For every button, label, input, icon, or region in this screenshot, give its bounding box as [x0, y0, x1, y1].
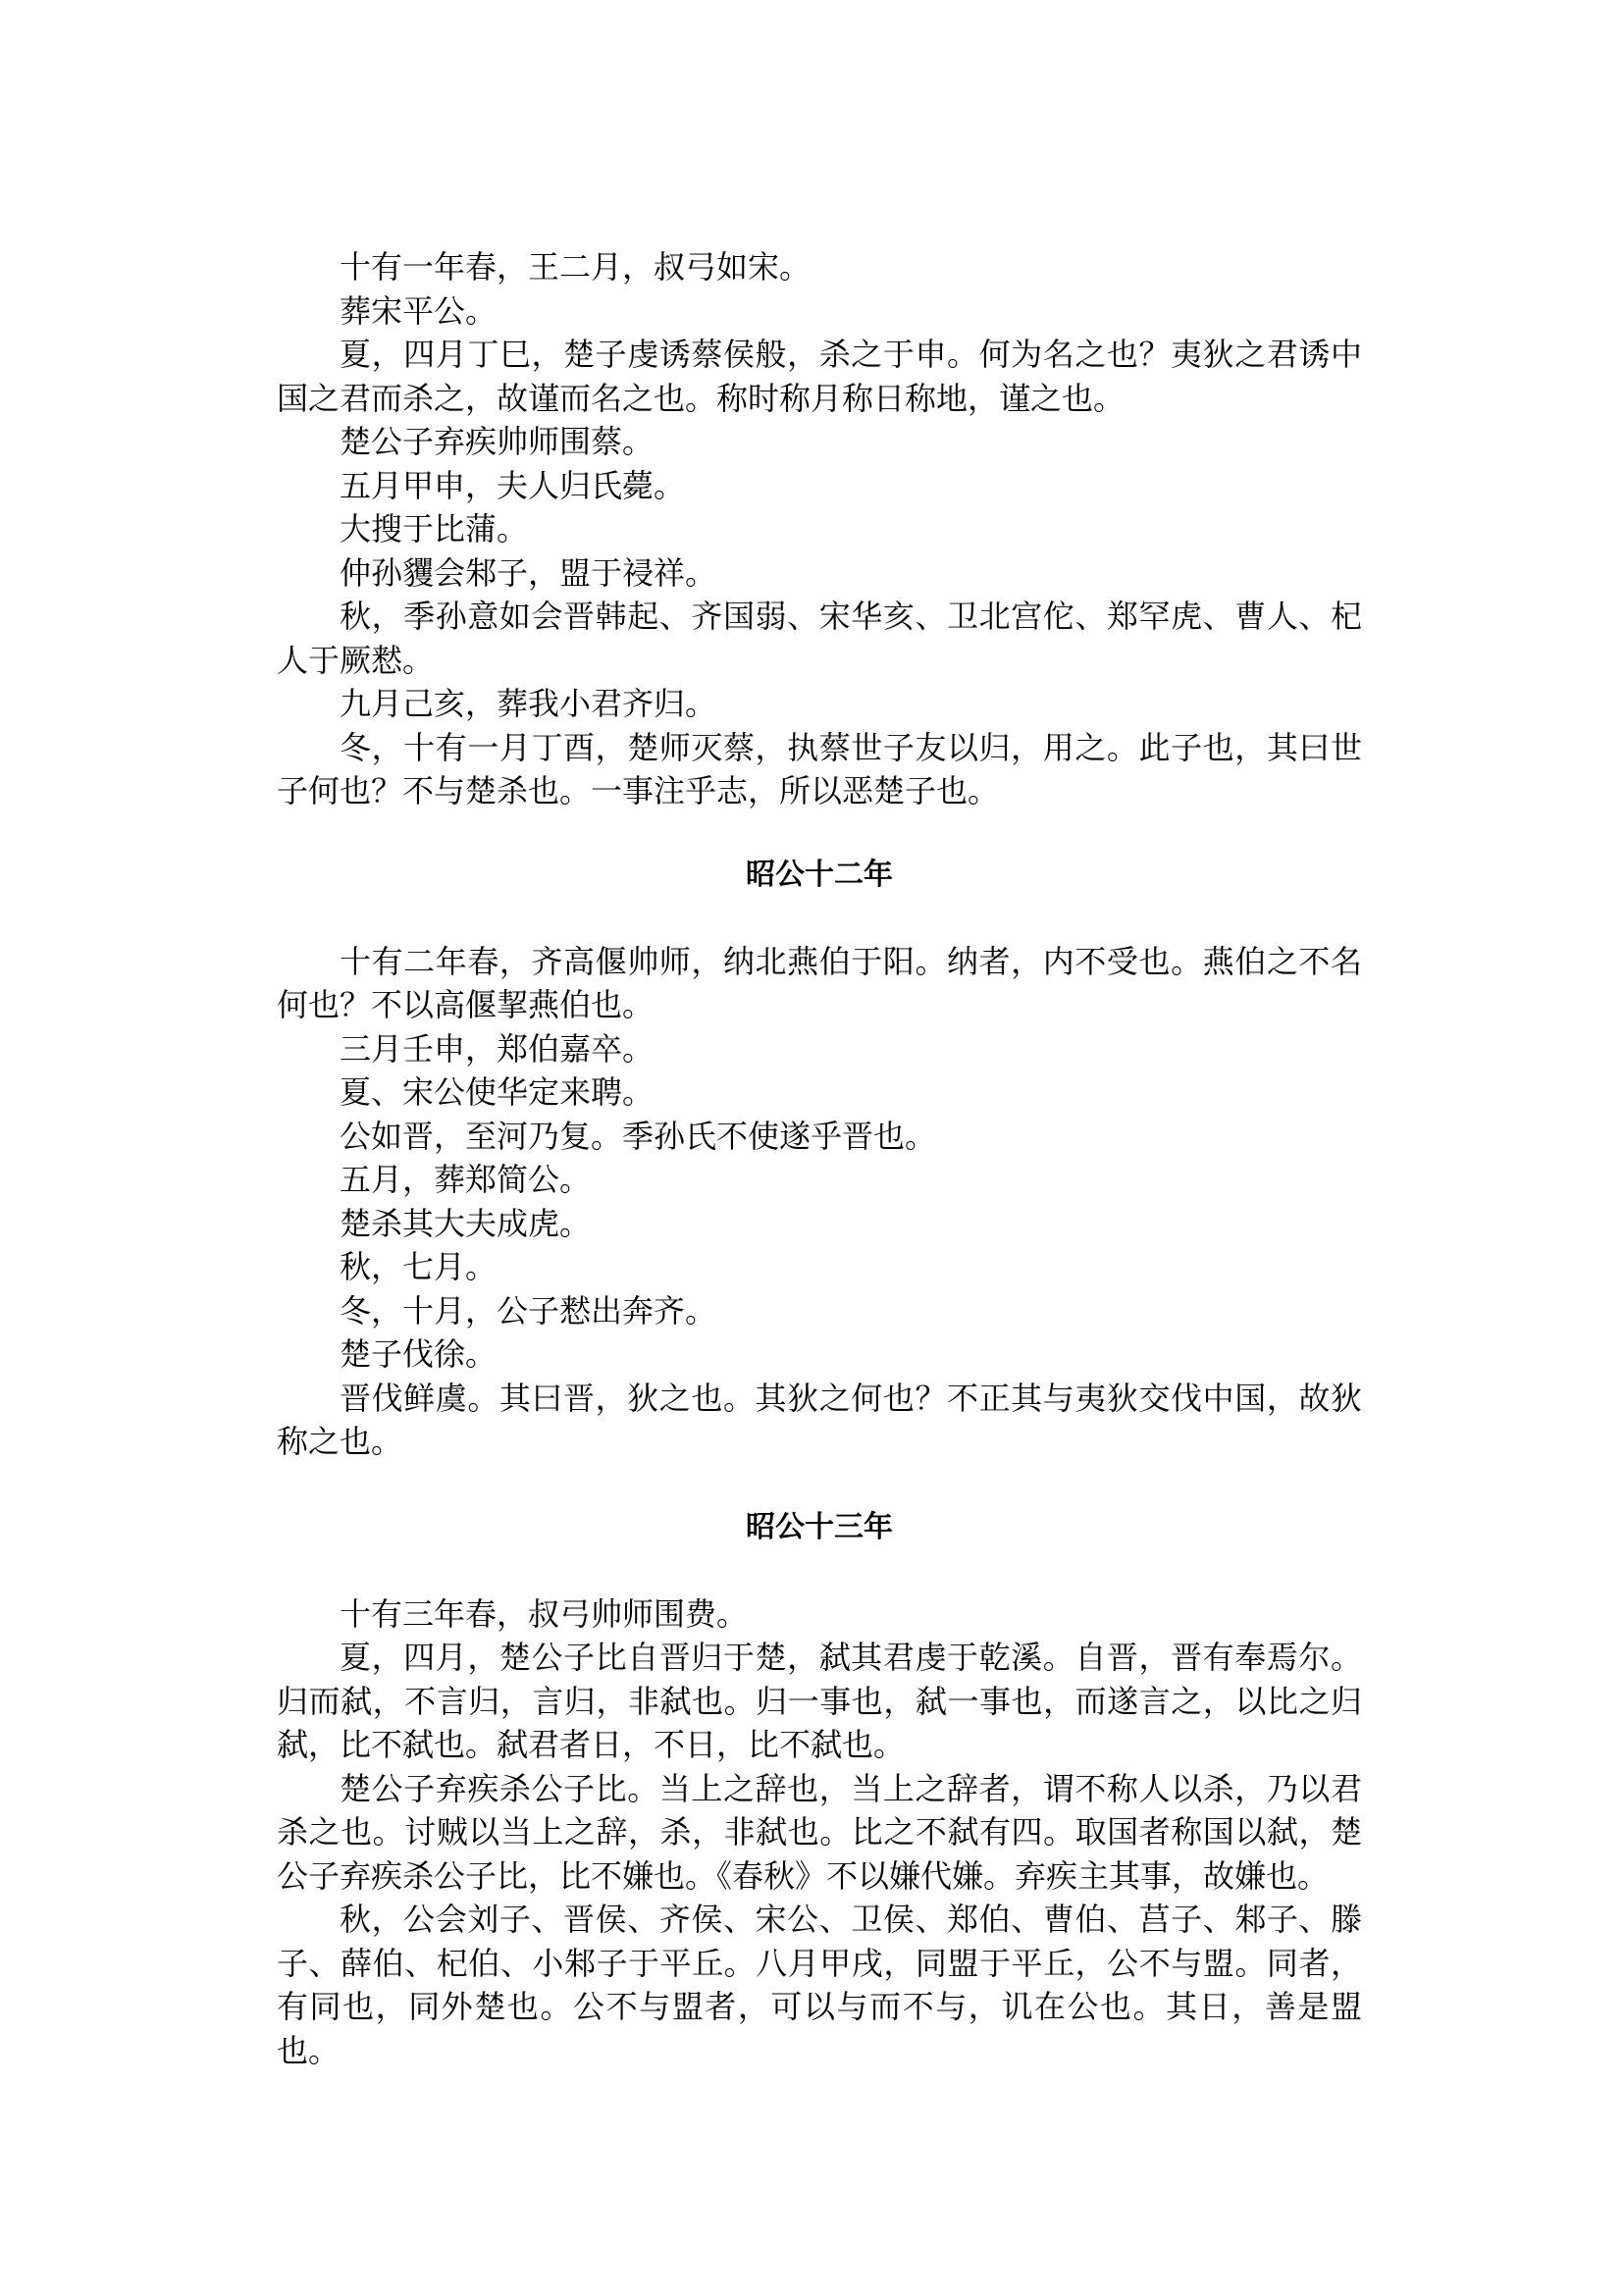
paragraph: 冬，十有一月丁酉，楚师灭蔡，执蔡世子友以归，用之。此子也，其曰世子何也？不与楚杀也。一事注乎志，所以恶楚子也。 [277, 728, 1362, 809]
paragraph: 十有三年春，叔弓帅师围费。 [340, 1594, 749, 1633]
paragraph: 仲孙貜会邾子，盟于祲祥。 [340, 553, 717, 592]
paragraph: 秋，七月。 [340, 1248, 498, 1285]
paragraph: 夏、宋公使华定来聘。 [340, 1073, 655, 1111]
paragraph: 楚公子弃疾帅师围蔡。 [340, 423, 655, 460]
paragraph: 五月甲申，夫人归氏薨。 [340, 466, 686, 504]
section-heading-year-13: 昭公十三年 [746, 1509, 893, 1544]
paragraph: 晋伐鲜虞。其曰晋，狄之也。其狄之何也？不正其与夷狄交伐中国，故狄称之也。 [277, 1379, 1362, 1460]
paragraph: 楚杀其大夫成虎。 [340, 1204, 592, 1242]
paragraph: 秋，公会刘子、晋侯、齐侯、宋公、卫侯、郑伯、曹伯、莒子、邾子、滕子、薛伯、杞伯、小邾子于平丘。八月甲戌，同盟于平丘，公不与盟。同者，有同也，同外楚也。公不与盟者，可以与而不与，讥在公也。其日，善是盟也。 [277, 1901, 1362, 2069]
section-heading-year-12: 昭公十二年 [746, 857, 893, 892]
paragraph: 大搜于比蒲。 [340, 510, 529, 547]
paragraph: 十有一年春，王二月，叔弓如宋。 [340, 248, 812, 286]
paragraph: 三月壬申，郑伯嘉卒。 [340, 1029, 655, 1068]
paragraph: 九月己亥，葬我小君齐归。 [340, 685, 717, 722]
paragraph: 冬，十月，公子慭出奔齐。 [340, 1291, 717, 1329]
paragraph: 夏，四月丁巳，楚子虔诱蔡侯般，杀之于申。何为名之也？夷狄之君诱中国之君而杀之，故谨而名之也。称时称月称日称地，谨之也。 [277, 336, 1362, 417]
paragraph: 夏，四月，楚公子比自晋归于楚，弑其君虔于乾溪。自晋，晋有奉焉尔。归而弑，不言归，言归，非弑也。归一事也，弑一事也，而遂言之，以比之归弑，比不弑也。弑君者日，不日，比不弑也。 [277, 1639, 1362, 1763]
paragraph: 秋，季孙意如会晋韩起、齐国弱、宋华亥、卫北宫佗、郑罕虎、曹人、杞人于厥慭。 [277, 598, 1362, 679]
section-year-11 [277, 245, 1362, 813]
section-year-12 [277, 940, 1362, 1464]
paragraph: 五月，葬郑简公。 [340, 1161, 592, 1198]
section-year-13 [277, 1592, 1362, 2073]
paragraph: 十有二年春，齐高偃帅师，纳北燕伯于阳。纳者，内不受也。燕伯之不名何也？不以高偃挈燕伯也。 [277, 942, 1362, 1023]
document-page [277, 245, 1362, 2072]
paragraph: 葬宋平公。 [340, 291, 498, 330]
paragraph: 公如晋，至河乃复。季孙氏不使遂乎晋也。 [340, 1117, 937, 1155]
paragraph: 楚子伐徐。 [340, 1335, 498, 1373]
paragraph: 楚公子弃疾杀公子比。当上之辞也，当上之辞者，谓不称人以杀，乃以君杀之也。讨贼以当上之辞，杀，非弑也。比之不弑有四。取国者称国以弑，楚公子弃疾杀公子比，比不嫌也。《春秋》不以嫌代嫌。弃疾主其事，故嫌也。 [277, 1769, 1362, 1895]
